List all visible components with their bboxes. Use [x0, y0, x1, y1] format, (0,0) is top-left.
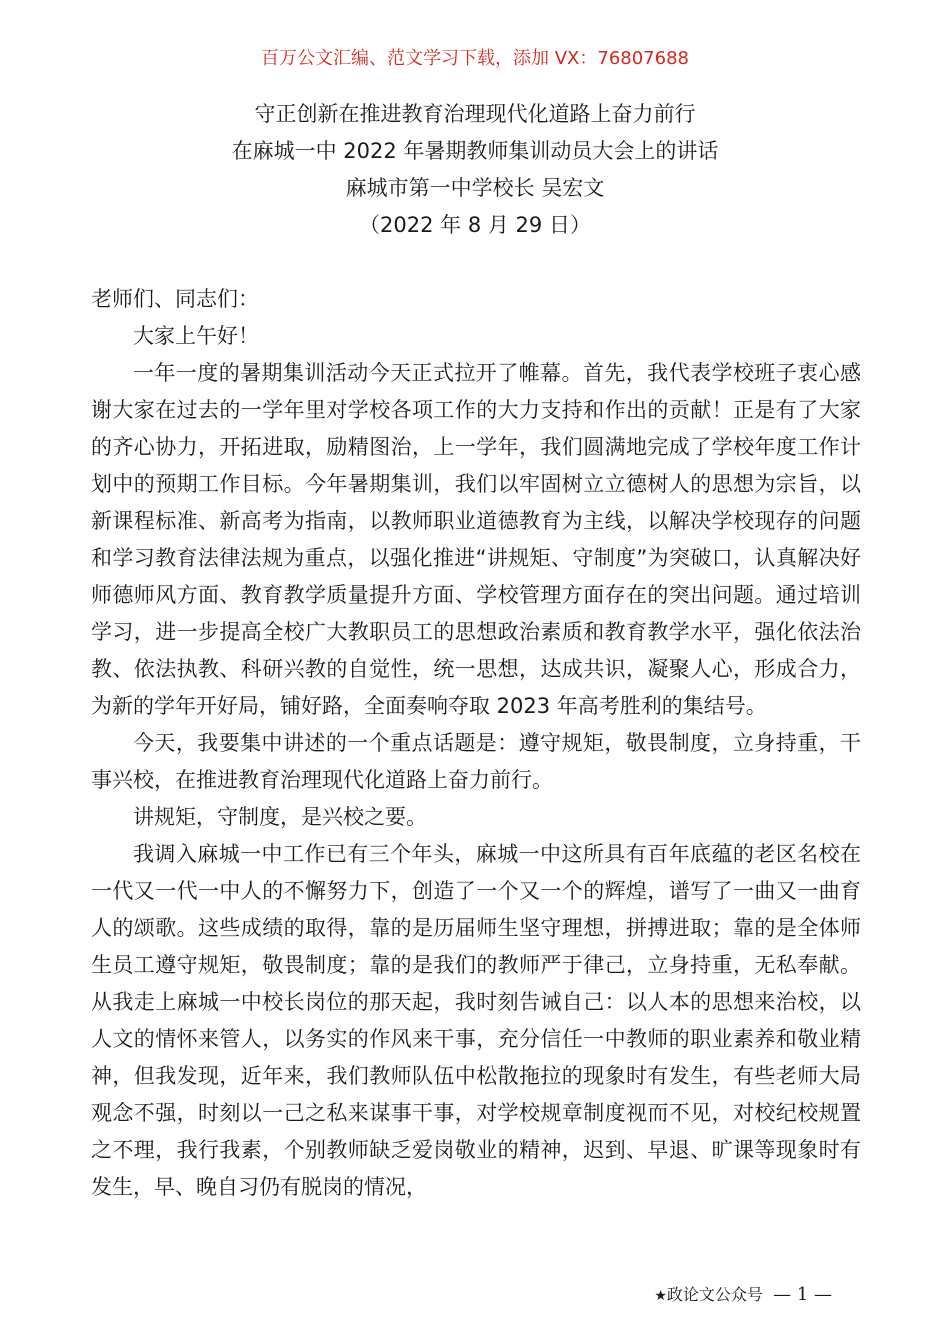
paragraph-opening: 一年一度的暑期集训活动今天正式拉开了帷幕。首先，我代表学校班子衷心感谢大家在过去的一学年里对学校各项工作的大力支持和作出的贡献！正是有了大家的齐心协力，开拓进取，励精图治，上一学年，我们圆满地完成了学校年度工作计划中的预期工作目标。今年暑期集训，我们以牢固树立立德树人的思想为宗旨，以新课程标准、新高考为指南，以教师职业道德教育为主线，以解决学校现存的问题和学习教育法律法规为重点，以强化推进“讲规矩、守制度”为突破口，认真解决好师德师风方面、教育教学质量提升方面、学校管理方面存在的突出问题。通过培训学习，进一步提高全校广大教职员工的思想政治素质和教育教学水平，强化依法治教、依法执教、科研兴教的自觉性，统一思想，达成共识，凝聚人心，形成合力，为新的学年开好局，铺好路，全面奏响夺取 2023 年高考胜利的集结号。: [91, 361, 861, 718]
speaker-line: 麻城市第一中学校长 吴宏文: [345, 176, 605, 200]
star-icon: ★: [654, 1288, 667, 1304]
speech-date: （2022 年 8 月 29 日）: [359, 213, 591, 237]
page-number: — 1 —: [773, 1284, 832, 1305]
footer-source: 政论文公众号: [666, 1285, 763, 1304]
subtitle: 在麻城一中 2022 年暑期教师集训动员大会上的讲话: [231, 139, 719, 163]
salutation: 老师们、同志们：: [91, 287, 259, 311]
paragraph-body: 我调入麻城一中工作已有三个年头，麻城一中这所具有百年底蕴的老区名校在一代又一代一中人的不懈努力下，创造了一个又一个的辉煌，谱写了一曲又一曲育人的颂歌。这些成绩的取得，靠的是历届师生坚守理想，拼搏进取；靠的是全体师生员工遵守规矩，敬畏制度；靠的是我们的教师严于律己，立身持重，无私奉献。从我走上麻城一中校长岗位的那天起，我时刻告诫自己：以人本的思想来治校，以人文的情怀来管人，以务实的作风来干事，充分信任一中教师的职业素养和敬业精神，但我发现，近年来，我们教师队伍中松散拖拉的现象时有发生，有些老师大局观念不强，时刻以一己之私来谋事干事，对学校规章制度视而不见，对校纪校规置之不理，我行我素，个别教师缺乏爱岗敬业的精神，迟到、早退、旷课等现象时有发生，早、晚自习仍有脱岗的情况，: [91, 842, 861, 1199]
main-title: 守正创新在推进教育治理现代化道路上奋力前行: [254, 102, 696, 126]
paragraph-topic: 今天，我要集中讲述的一个重点话题是：遵守规矩，敬畏制度，立身持重，干事兴校，在推进教育治理现代化道路上奋力前行。: [91, 731, 861, 792]
header-banner: 百万公文汇编、范文学习下载，添加 VX：76807688: [261, 48, 689, 69]
page-footer: [654, 1280, 832, 1311]
paragraph-greeting: 大家上午好！: [133, 324, 259, 348]
speech-body: [91, 281, 861, 1206]
title-block: [0, 96, 950, 244]
paragraph-heading: 讲规矩，守制度，是兴校之要。: [133, 805, 427, 829]
